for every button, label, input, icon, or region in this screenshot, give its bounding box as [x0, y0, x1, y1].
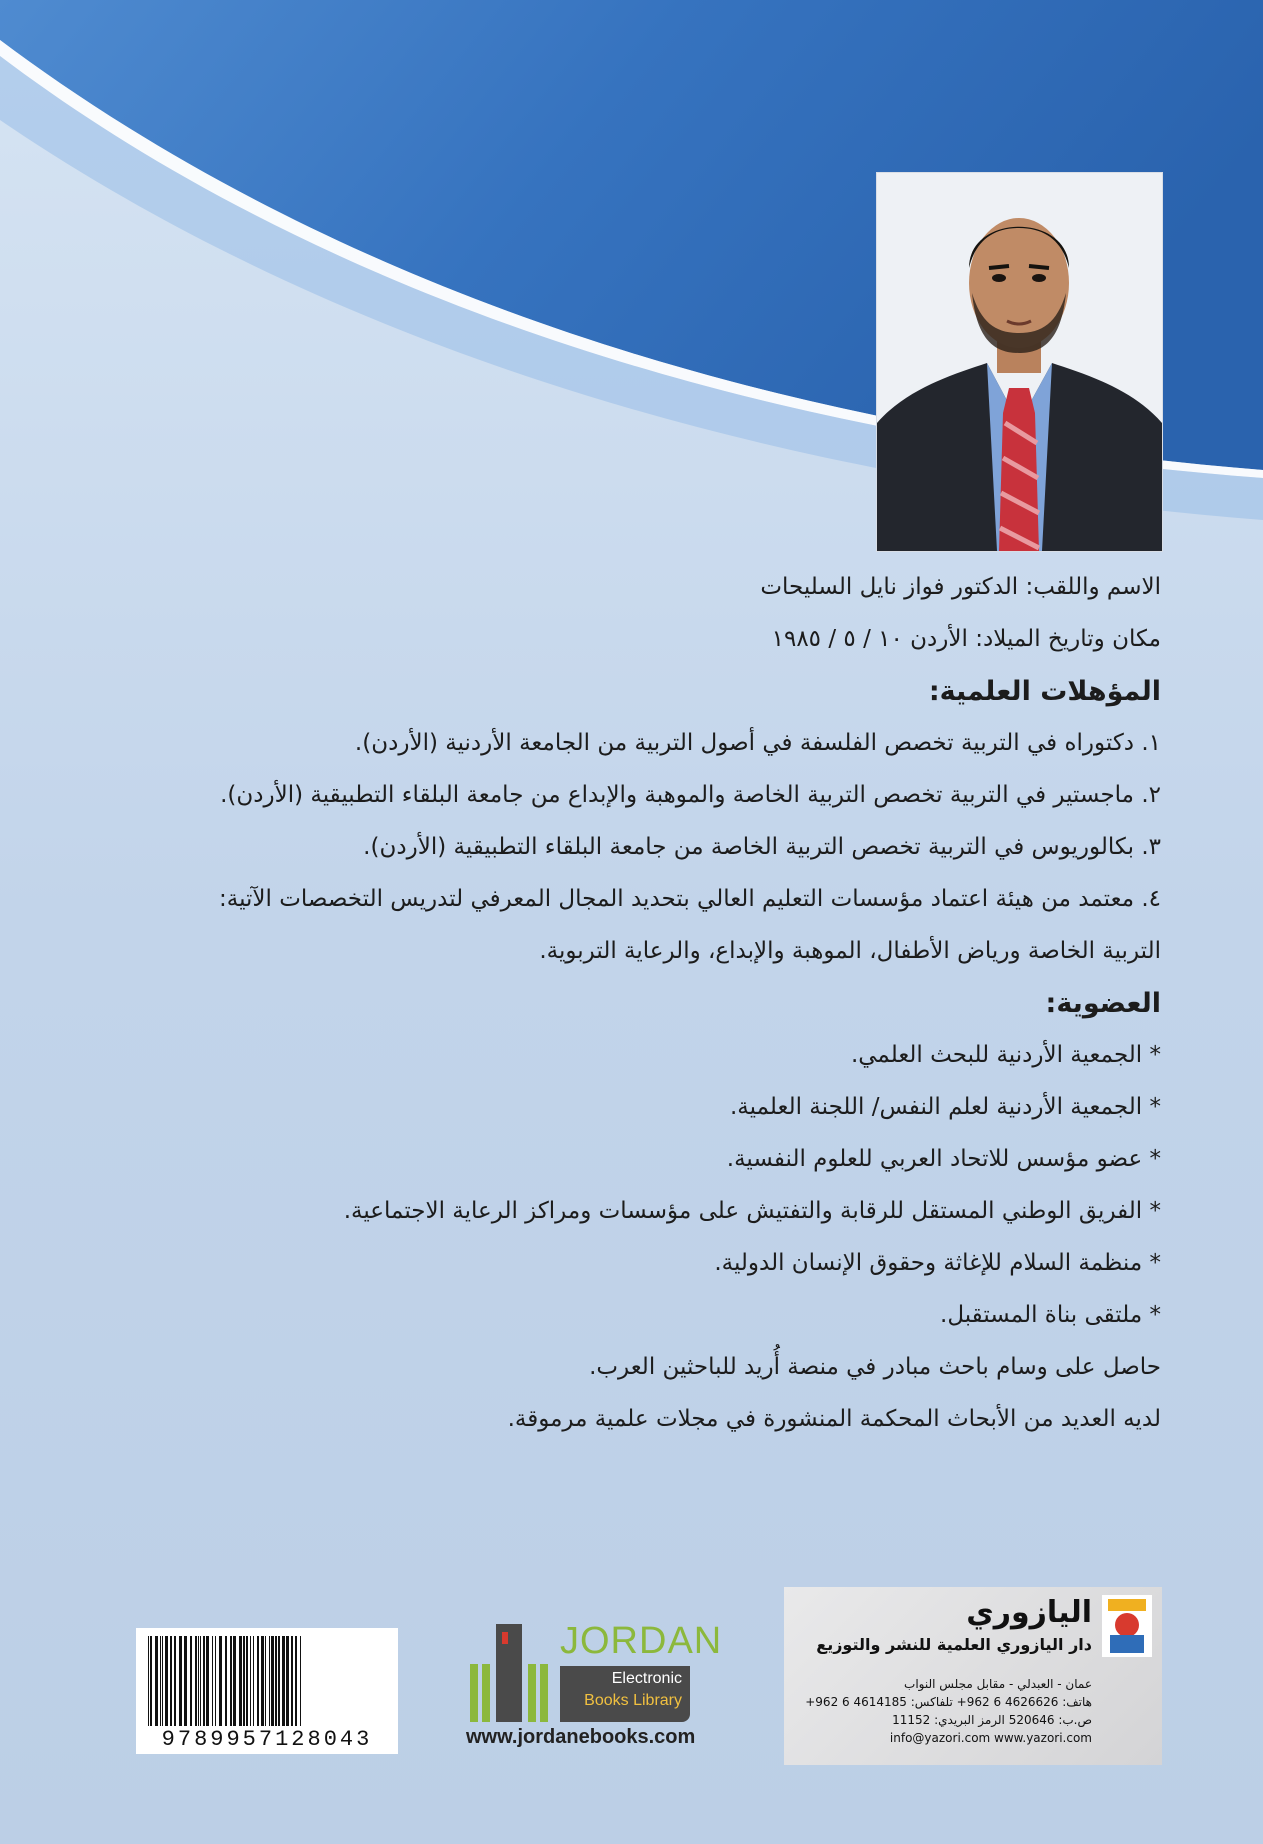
yazori-logo-icon	[1102, 1595, 1152, 1657]
barcode-bar	[243, 1636, 245, 1726]
barcode-bar	[174, 1636, 176, 1726]
birth-info: مكان وتاريخ الميلاد: الأردن ١٠ / ٥ / ١٩٨٥	[771, 626, 1161, 652]
membership-item: * الجمعية الأردنية لعلم النفس/ اللجنة العلمية.	[730, 1094, 1161, 1120]
barcode-bar	[250, 1636, 251, 1726]
barcode-bar	[246, 1636, 248, 1726]
barcode-bar	[239, 1636, 242, 1726]
barcode-bar	[198, 1636, 199, 1726]
publisher-logo-text: اليازوري	[966, 1595, 1092, 1630]
barcode-bar	[170, 1636, 172, 1726]
barcode-bar	[195, 1636, 197, 1726]
achievement-item: لديه العديد من الأبحاث المحكمة المنشورة في مجلات علمية مرموقة.	[507, 1406, 1161, 1432]
barcode-bar	[219, 1636, 222, 1726]
barcode-bar	[203, 1636, 205, 1726]
publisher-web: info@yazori.com www.yazori.com	[889, 1731, 1092, 1745]
publisher-full-name: دار اليازوري العلمية للنشر والتوزيع	[816, 1635, 1092, 1654]
qualification-item: ٤. معتمد من هيئة اعتماد مؤسسات التعليم العالي بتحديد المجال المعرفي لتدريس التخصصات الآتية:	[219, 886, 1161, 912]
barcode-bar	[206, 1636, 209, 1726]
barcode-bar	[257, 1636, 259, 1726]
jordan-url: www.jordanebooks.com	[466, 1726, 696, 1748]
barcode-bar	[291, 1636, 293, 1726]
jordan-brand: JORDAN	[560, 1620, 723, 1662]
specializations: التربية الخاصة ورياض الأطفال، الموهبة والإبداع، والرعاية التربوية.	[539, 938, 1161, 964]
barcode-bar	[265, 1636, 266, 1726]
qualification-item: ٣. بكالوريوس في التربية تخصص التربية الخاصة من جامعة البلقاء التطبيقية (الأردن).	[363, 834, 1161, 860]
barcode-digits: 9789957128043	[161, 1727, 373, 1752]
barcode-bar	[215, 1636, 216, 1726]
publisher-block	[784, 1587, 1162, 1765]
barcode-bar	[160, 1636, 161, 1726]
barcode-bar	[148, 1636, 149, 1726]
author-photo	[876, 172, 1163, 552]
barcode-bar	[190, 1636, 192, 1726]
barcode-bar	[150, 1636, 152, 1726]
qualification-item: ١. دكتوراه في التربية تخصص الفلسفة في أصول التربية من الجامعة الأردنية (الأردن).	[354, 730, 1161, 756]
publisher-phone: هاتف: 4626626 6 962+ تلفاكس: 4614185 6 962+	[805, 1695, 1092, 1709]
author-bio	[41, 572, 1161, 1456]
barcode-bar	[261, 1636, 264, 1726]
jordan-line2: Books Library	[584, 1692, 682, 1709]
barcode-bar	[269, 1636, 270, 1726]
barcode-bar	[225, 1636, 227, 1726]
barcode-bar	[184, 1636, 187, 1726]
achievement-item: حاصل على وسام باحث مبادر في منصة أُريد للباحثين العرب.	[589, 1354, 1161, 1380]
barcode-bar	[278, 1636, 280, 1726]
books-logo-icon	[466, 1624, 556, 1724]
barcode-bar	[286, 1636, 289, 1726]
jordan-ebooks-logo	[466, 1620, 726, 1755]
barcode-bar	[155, 1636, 158, 1726]
membership-item: * منظمة السلام للإغاثة وحقوق الإنسان الدولية.	[714, 1250, 1161, 1276]
publisher-po-box: ص.ب: 520646 الرمز البريدي: 11152	[892, 1713, 1092, 1727]
barcode-bar	[179, 1636, 182, 1726]
membership-item: * الفريق الوطني المستقل للرقابة والتفتيش على مؤسسات ومراكز الرعاية الاجتماعية.	[343, 1198, 1161, 1224]
membership-item: * الجمعية الأردنية للبحث العلمي.	[850, 1042, 1161, 1068]
barcode-bar	[282, 1636, 285, 1726]
jordan-label-box	[560, 1666, 690, 1722]
membership-heading: العضوية:	[1045, 988, 1161, 1019]
membership-item: * ملتقى بناة المستقبل.	[940, 1302, 1161, 1328]
barcode-bar	[230, 1636, 232, 1726]
qualification-item: ٢. ماجستير في التربية تخصص التربية الخاصة والموهبة والإبداع من جامعة البلقاء التطبيقية (الأردن).	[220, 782, 1161, 808]
barcode-bar	[200, 1636, 201, 1726]
publisher-address: عمان - العبدلي - مقابل مجلس النواب	[904, 1677, 1092, 1691]
jordan-line1: Electronic	[611, 1670, 682, 1687]
barcode-bars	[146, 1636, 388, 1726]
barcode-bar	[275, 1636, 277, 1726]
barcode-bar	[253, 1636, 254, 1726]
barcode-bar	[212, 1636, 213, 1726]
barcode-bar	[162, 1636, 163, 1726]
barcode-bar	[233, 1636, 236, 1726]
qualifications-heading: المؤهلات العلمية:	[928, 676, 1161, 707]
barcode-bar	[300, 1636, 301, 1726]
barcode-bar	[271, 1636, 274, 1726]
isbn-barcode	[136, 1628, 398, 1754]
publisher-contact	[805, 1675, 1092, 1747]
author-name: الاسم واللقب: الدكتور فواز نايل السليحات	[760, 574, 1161, 600]
barcode-bar	[295, 1636, 297, 1726]
barcode-bar	[165, 1636, 168, 1726]
membership-item: * عضو مؤسس للاتحاد العربي للعلوم النفسية.	[726, 1146, 1161, 1172]
